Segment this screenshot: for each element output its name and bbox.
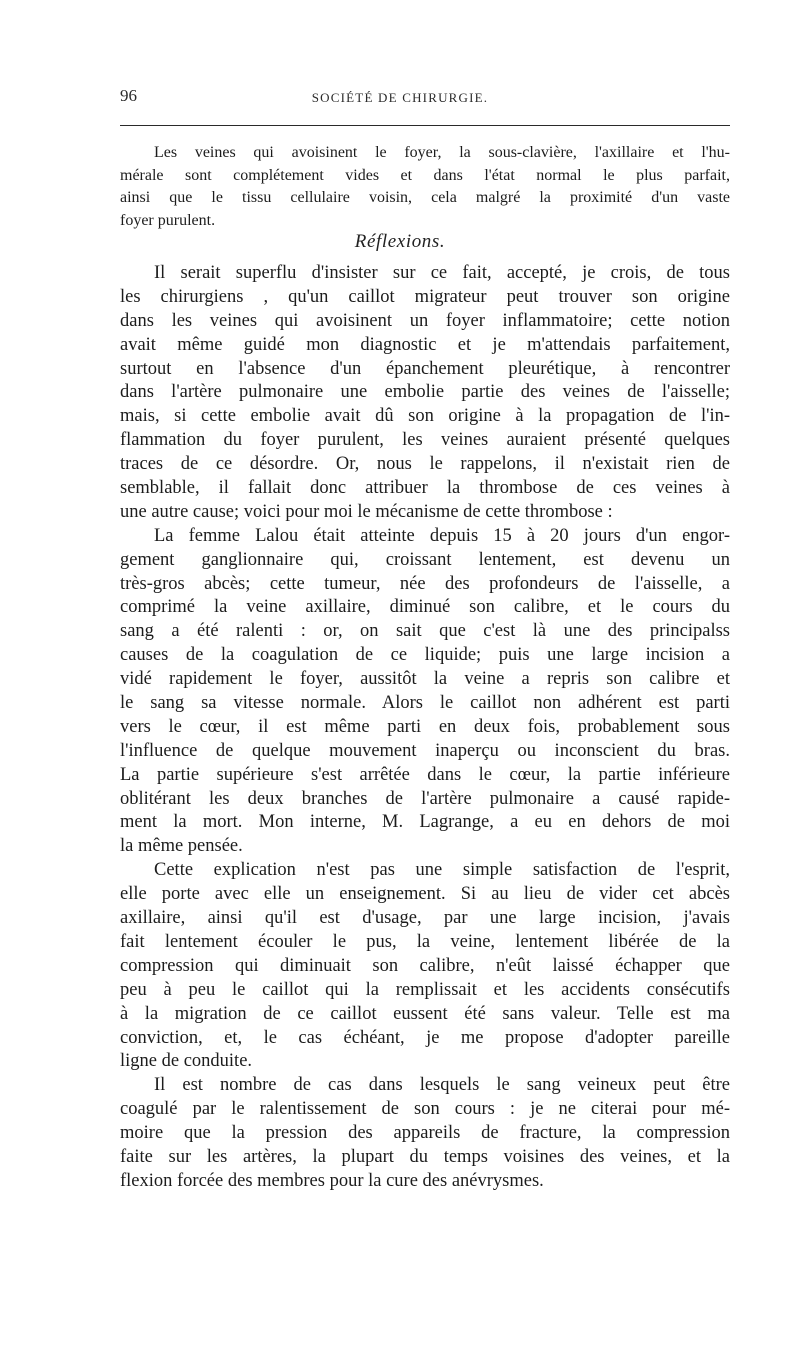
text-line: ligne de conduite.	[120, 1051, 253, 1072]
text-line: sang a été ralenti : or, on sait que c'est là une des principalss	[120, 621, 730, 642]
text-line: dans les veines qui avoisinent un foyer inflammatoire; cette notion	[120, 310, 730, 331]
text-line: foyer purulent.	[120, 211, 216, 229]
paragraph	[120, 859, 730, 1074]
text-line: vers le cœur, il est même parti en deux fois, probablement sous	[120, 716, 730, 737]
text-line: Cette explication n'est pas une simple satisfaction de l'esprit,	[154, 860, 730, 881]
intro-paragraph	[120, 142, 730, 232]
text-line: compression qui diminuait son calibre, n'eût laissé échapper que	[120, 955, 730, 976]
paragraph	[120, 262, 730, 525]
paragraph	[120, 525, 730, 859]
text-line: l'influence de quelque mouvement inaperçu ou inconscient du bras.	[120, 740, 730, 761]
text-line: causes de la coagulation de ce liquide; puis une large incision a	[120, 645, 730, 666]
text-line: ainsi que le tissu cellulaire voisin, cela malgré la proximité d'un vaste	[120, 189, 730, 206]
header-rule	[120, 125, 730, 126]
text-line: la même pensée.	[120, 836, 243, 857]
text-line: coagulé par le ralentissement de son cours : je ne citerai pour mé-	[120, 1099, 730, 1120]
text-line: axillaire, ainsi qu'il est d'usage, par une large incision, j'avais	[120, 908, 730, 929]
text-line: le sang sa vitesse normale. Alors le caillot non adhérent est parti	[120, 693, 730, 714]
text-line: conviction, et, le cas échéant, je me propose d'adopter pareille	[120, 1027, 730, 1048]
running-title: SOCIÉTÉ DE CHIRURGIE.	[311, 90, 489, 105]
text-line: surtout en l'absence d'un épanchement pleurétique, à rencontrer	[120, 358, 730, 379]
text-line: elle porte avec elle un enseignement. Si au lieu de vider cet abcès	[120, 884, 730, 905]
text-line: dans l'artère pulmonaire une embolie partie des veines de l'aisselle;	[120, 382, 730, 403]
text-line: flexion forcée des membres pour la cure des anévrysmes.	[120, 1170, 544, 1191]
body-text	[120, 262, 730, 1194]
text-line: avait même guidé mon diagnostic et je m'attendais parfaitement,	[120, 334, 730, 355]
text-line: oblitérant les deux branches de l'artère pulmonaire a causé rapide-	[120, 788, 730, 809]
text-line: La femme Lalou était atteinte depuis 15 à 20 jours d'un engor-	[154, 525, 730, 546]
text-line: mais, si cette embolie avait dû son origine à la propagation de l'in-	[120, 406, 730, 427]
text-line: semblable, il fallait donc attribuer la thrombose de ces veines à	[120, 478, 730, 499]
text-line: vidé rapidement le foyer, aussitôt la veine a repris son calibre et	[120, 669, 730, 690]
text-line: Les veines qui avoisinent le foyer, la sous-clavière, l'axillaire et l'hu-	[154, 144, 730, 161]
text-line: moire que la pression des appareils de fracture, la compression	[120, 1123, 730, 1144]
text-line: à la migration de ce caillot eussent été sans valeur. Telle est ma	[120, 1003, 730, 1024]
text-line: comprimé la veine axillaire, diminué son calibre, et le cours du	[120, 597, 730, 618]
text-line: peu à peu le caillot qui la remplissait et les accidents consécutifs	[120, 979, 730, 1000]
text-line: La partie supérieure s'est arrêtée dans le cœur, la partie inférieure	[120, 764, 730, 785]
section-heading: Réflexions.	[354, 231, 446, 252]
paragraph	[120, 1074, 730, 1193]
text-line: ment la mort. Mon interne, M. Lagrange, a eu en dehors de moi	[120, 812, 730, 833]
text-line: Il est nombre de cas dans lesquels le sang veineux peut être	[154, 1075, 730, 1096]
text-line: flammation du foyer purulent, les veines auraient présenté quelques	[120, 430, 730, 451]
text-line: les chirurgiens , qu'un caillot migrateur peut trouver son origine	[120, 286, 730, 307]
text-line: mérale sont complétement vides et dans l'état normal le plus parfait,	[120, 166, 730, 184]
text-line: traces de ce désordre. Or, nous le rappelons, il n'existait rien de	[120, 454, 730, 475]
text-line: Il serait superflu d'insister sur ce fait, accepté, je crois, de tous	[154, 263, 730, 283]
text-line: gement ganglionnaire qui, croissant lentement, est devenu un	[120, 549, 730, 570]
text-line: faite sur les artères, la plupart du temps voisines des veines, et la	[120, 1146, 730, 1167]
text-line: très-gros abcès; cette tumeur, née des profondeurs de l'aisselle, a	[120, 573, 730, 594]
page-number: 96	[120, 86, 137, 105]
text-line: une autre cause; voici pour moi le mécanisme de cette thrombose :	[120, 501, 613, 522]
text-line: fait lentement écouler le pus, la veine, lentement libérée de la	[120, 931, 730, 952]
